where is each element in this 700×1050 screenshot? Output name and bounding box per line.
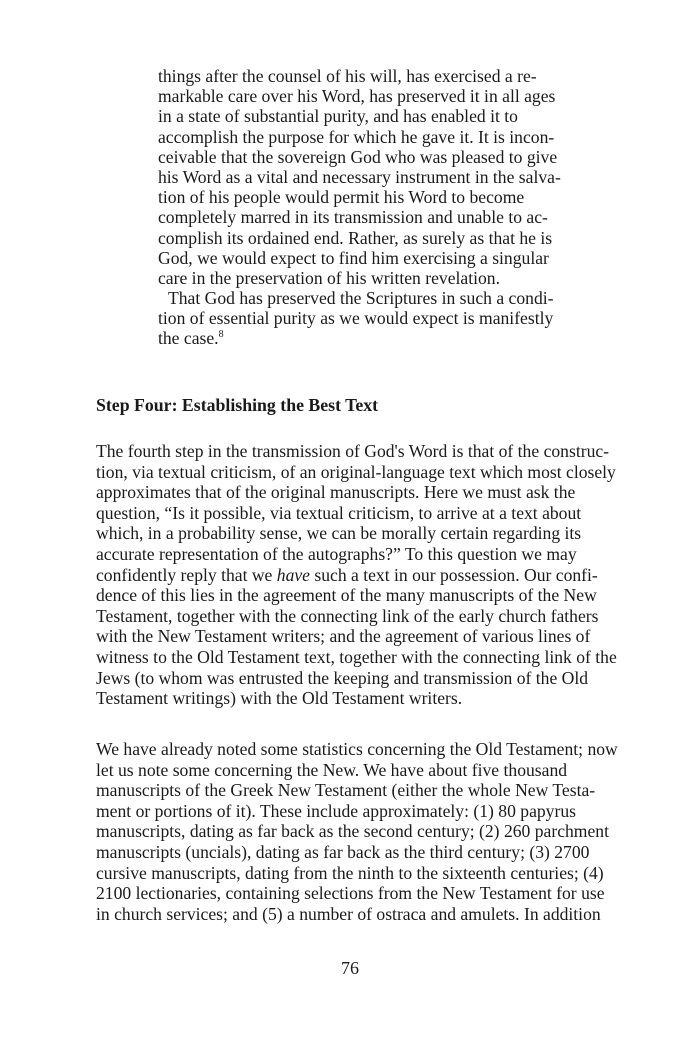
quote-line: God, we would expect to find him exercising a singular <box>158 247 549 268</box>
block-quote <box>158 66 588 349</box>
paragraph-line: which, in a probability sense, we can be morally certain regarding its <box>96 523 582 544</box>
line-end: such a text in our possession. Our confi- <box>309 564 598 585</box>
paragraph-line: Testament writings) with the Old Testament writers. <box>96 688 463 709</box>
paragraph-step-four <box>96 441 656 709</box>
quote-line: care in the preservation of his written revelation. <box>158 267 500 288</box>
paragraph-line: Jews (to whom was entrusted the keeping and transmission of the Old <box>96 667 589 688</box>
quote-line: ceivable that the sovereign God who was pleased to give <box>158 146 558 167</box>
paragraph-new-testament-stats <box>96 739 656 924</box>
quote-line: accomplish the purpose for which he gave it. It is incon- <box>158 126 555 147</box>
quote-line: That God has preserved the Scriptures in such a condi- <box>168 288 554 309</box>
quote-line: in a state of substantial purity, and has enabled it to <box>158 106 518 127</box>
quote-line: his Word as a vital and necessary instrument in the salva- <box>158 166 561 187</box>
paragraph-line: Testament, together with the connecting link of the early church fathers <box>96 605 599 626</box>
page-number: 76 <box>341 958 359 978</box>
paragraph-line: let us note some concerning the New. We have about five thousand <box>96 759 568 780</box>
footnote-reference: 8 <box>218 329 224 341</box>
paragraph-line: manuscripts (uncials), dating as far back as the third century; (3) 2700 <box>96 841 590 862</box>
paragraph-line: 2100 lectionaries, containing selections from the New Testament for use <box>96 883 605 904</box>
section-heading: Step Four: Establishing the Best Text <box>96 395 379 415</box>
paragraph-line: accurate representation of the autographs?” To this question we may <box>96 543 577 564</box>
quote-line: complish its ordained end. Rather, as surely as that he is <box>158 227 553 248</box>
quote-line: tion of his people would permit his Word to become <box>158 187 525 208</box>
paragraph-line: dence of this lies in the agreement of the many manuscripts of the New <box>96 585 597 606</box>
paragraph-line: We have already noted some statistics concerning the Old Testament; now <box>96 739 618 759</box>
paragraph-line-emphasis <box>96 565 656 586</box>
paragraph-line: ment or portions of it). These include approximately: (1) 80 papyrus <box>96 800 576 821</box>
paragraph-line: with the New Testament writers; and the agreement of various lines of <box>96 626 591 647</box>
paragraph-line: manuscripts of the Greek New Testament (either the whole New Testa- <box>96 780 596 801</box>
line-start: confidently reply that we <box>96 564 277 585</box>
emphasized-word: have <box>276 564 310 585</box>
quote-line: completely marred in its transmission and unable to ac- <box>158 207 548 228</box>
paragraph-line: question, “Is it possible, via textual criticism, to arrive at a text about <box>96 502 582 523</box>
quote-line-last <box>158 328 588 348</box>
quote-line: tion of essential purity as we would expect is manifestly <box>158 308 554 329</box>
paragraph-line: The fourth step in the transmission of God's Word is that of the construc- <box>96 441 610 461</box>
quote-line: markable care over his Word, has preserved it in all ages <box>158 86 556 107</box>
paragraph-line: in church services; and (5) a number of ostraca and amulets. In addition <box>96 903 601 924</box>
paragraph-line: tion, via textual criticism, of an original-language text which most closely <box>96 461 616 482</box>
quote-line: things after the counsel of his will, has exercised a re- <box>158 66 537 86</box>
paragraph-line: approximates that of the original manuscripts. Here we must ask the <box>96 482 576 503</box>
paragraph-line: cursive manuscripts, dating from the ninth to the sixteenth centuries; (4) <box>96 862 604 883</box>
paragraph-line: manuscripts, dating as far back as the second century; (2) 260 parchment <box>96 821 609 842</box>
paragraph-line: witness to the Old Testament text, together with the connecting link of the <box>96 646 617 667</box>
quote-line-text: the case. <box>158 328 219 349</box>
